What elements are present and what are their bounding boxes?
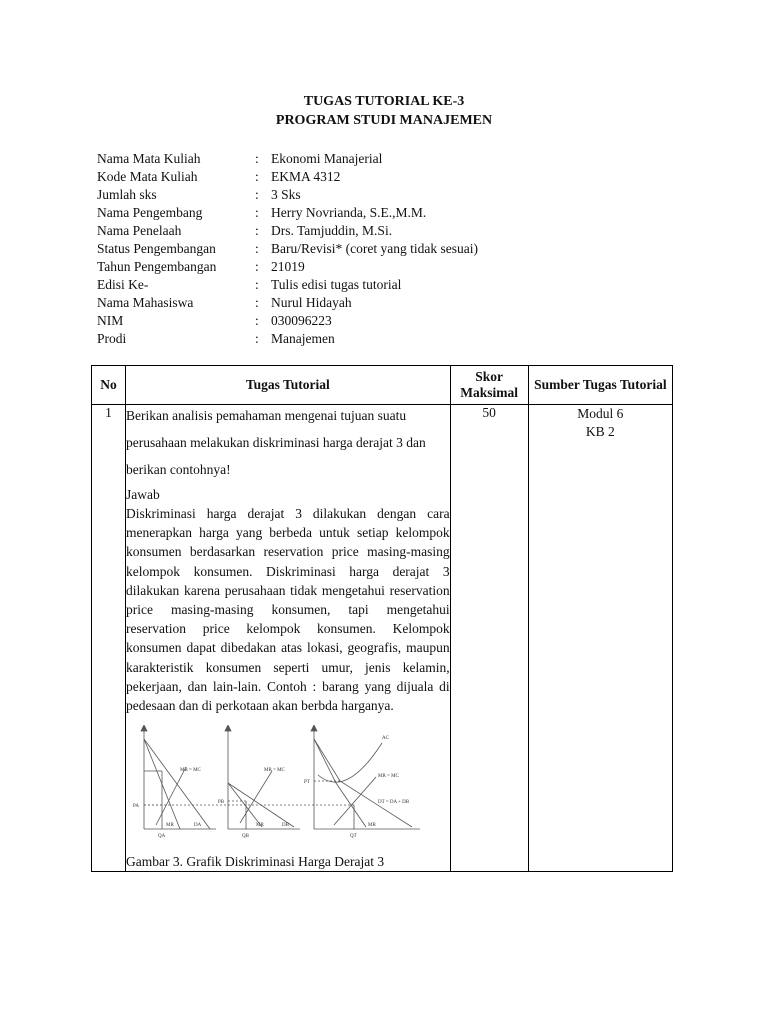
info-value: Tulis edisi tugas tutorial (271, 277, 402, 292)
table-row (92, 405, 673, 872)
info-value: 030096223 (271, 313, 332, 328)
graph-a-quantity-label: QA (158, 834, 166, 840)
info-row-nim (97, 312, 478, 330)
graph-b-mr-label: MR (256, 823, 264, 829)
info-label: Edisi Ke- (97, 277, 149, 292)
info-row-prodi (97, 330, 478, 348)
header-no: No (92, 366, 126, 405)
info-label: Jumlah sks (97, 187, 157, 202)
info-separator: : (255, 187, 259, 202)
info-separator: : (255, 259, 259, 274)
info-label: Nama Pengembang (97, 205, 203, 220)
info-row-developer (97, 204, 478, 222)
graph-total-price-label: PT (304, 780, 310, 786)
price-discrimination-graph (132, 725, 450, 847)
info-separator: : (255, 277, 259, 292)
info-row-reviewer (97, 222, 478, 240)
info-value: EKMA 4312 (271, 169, 341, 184)
table-header-row (92, 366, 673, 405)
info-value: Baru/Revisi* (coret yang tidak sesuai) (271, 241, 478, 256)
graph-a-mr-label: MR (166, 823, 174, 829)
graph-panel-a (141, 725, 216, 829)
course-info (97, 150, 478, 348)
info-separator: : (255, 241, 259, 256)
source-kb: KB 2 (585, 424, 615, 439)
info-value: Ekonomi Manajerial (271, 151, 383, 166)
title-line-2: PROGRAM STUDI MANAJEMEN (275, 113, 493, 128)
graph-b-mrmc-label: MR = MC (264, 768, 285, 774)
graph-caption: Gambar 3. Grafik Diskriminasi Harga Derajat 3 (126, 854, 385, 870)
max-score: 50 (450, 405, 528, 872)
graph-b-demand-label: DB (282, 823, 289, 829)
info-separator: : (255, 295, 259, 310)
info-separator: : (255, 313, 259, 328)
graph-total-mrmc-label: MR = MC (378, 774, 399, 780)
graph-total-quantity-label: QT (350, 834, 357, 840)
info-separator: : (255, 205, 259, 220)
graph-panel-b (225, 725, 300, 829)
answer-label: Jawab (126, 487, 160, 502)
info-separator: : (255, 151, 259, 166)
graph-b-price-label: PB (218, 800, 225, 806)
source-module: Modul 6 (577, 406, 624, 421)
graph-a-price-label: PA (133, 804, 139, 810)
info-row-course-name (97, 150, 478, 168)
info-label: Status Pengembangan (97, 241, 216, 256)
header-source: Sumber Tugas Tutorial (528, 366, 672, 405)
info-row-sks (97, 186, 478, 204)
info-label: Nama Mata Kuliah (97, 151, 201, 166)
info-separator: : (255, 169, 259, 184)
info-row-course-code (97, 168, 478, 186)
title-line-1: TUGAS TUTORIAL KE-3 (303, 94, 465, 109)
info-label: Tahun Pengembangan (97, 259, 217, 274)
info-value: Manajemen (271, 331, 335, 346)
info-label: Kode Mata Kuliah (97, 169, 198, 184)
info-label: NIM (97, 313, 124, 328)
info-value: Drs. Tamjuddin, M.Si. (271, 223, 393, 238)
task-cell (126, 405, 451, 872)
graph-a-demand-label: DA (194, 823, 202, 829)
info-separator: : (255, 331, 259, 346)
info-row-status (97, 240, 478, 258)
info-separator: : (255, 223, 259, 238)
row-number: 1 (92, 405, 126, 872)
info-value: 3 Sks (271, 187, 301, 202)
header-task: Tugas Tutorial (126, 366, 451, 405)
info-label: Nama Mahasiswa (97, 295, 194, 310)
graph-b-quantity-label: QB (242, 834, 249, 840)
info-label: Nama Penelaah (97, 223, 182, 238)
graph-total-demand-label: DT = DA + DB (378, 800, 410, 806)
header-skor: Skor Maksimal (450, 366, 528, 405)
task-source (528, 405, 672, 872)
info-row-edition (97, 276, 478, 294)
info-value: Herry Novrianda, S.E.,M.M. (271, 205, 427, 220)
graph-total-mr-label: MR (368, 823, 376, 829)
answer-text: Diskriminasi harga derajat 3 dilakukan dengan cara menerapkan harga yang berbeda untuk setiap kelompok konsumen berdasarkan reservation price masing-masing kelompok konsumen. Diskriminasi harga derajat 3 dilakukan karena perusahaan tidak mengetahui reservation price masing-masing konsumen, tapi mengetahui reservation price kelompok konsumen. Kelompok konsumen dapat dibedakan atas lokasi, geografis, maupun karakteristik konsumen seperti umur, jenis kelamin, pekerjaan, dan lain-lain. Contoh : barang yang dijuala di pedesaan dan di perkotaan akan berbda harganya. (126, 506, 450, 714)
graph-svg (132, 725, 428, 843)
graph-a-mrmc-label: MR = MC (180, 768, 201, 774)
info-value: 21019 (271, 259, 305, 274)
info-row-student-name (97, 294, 478, 312)
question-text: Berikan analisis pemahaman mengenai tujuan suatu perusahaan melakukan diskriminasi harga derajat 3 dan berikan contohnya! (126, 408, 426, 477)
info-label: Prodi (97, 331, 127, 346)
tutorial-table (91, 365, 673, 872)
graph-total-ac-label: AC (382, 736, 389, 742)
info-value: Nurul Hidayah (271, 295, 352, 310)
info-row-year (97, 258, 478, 276)
